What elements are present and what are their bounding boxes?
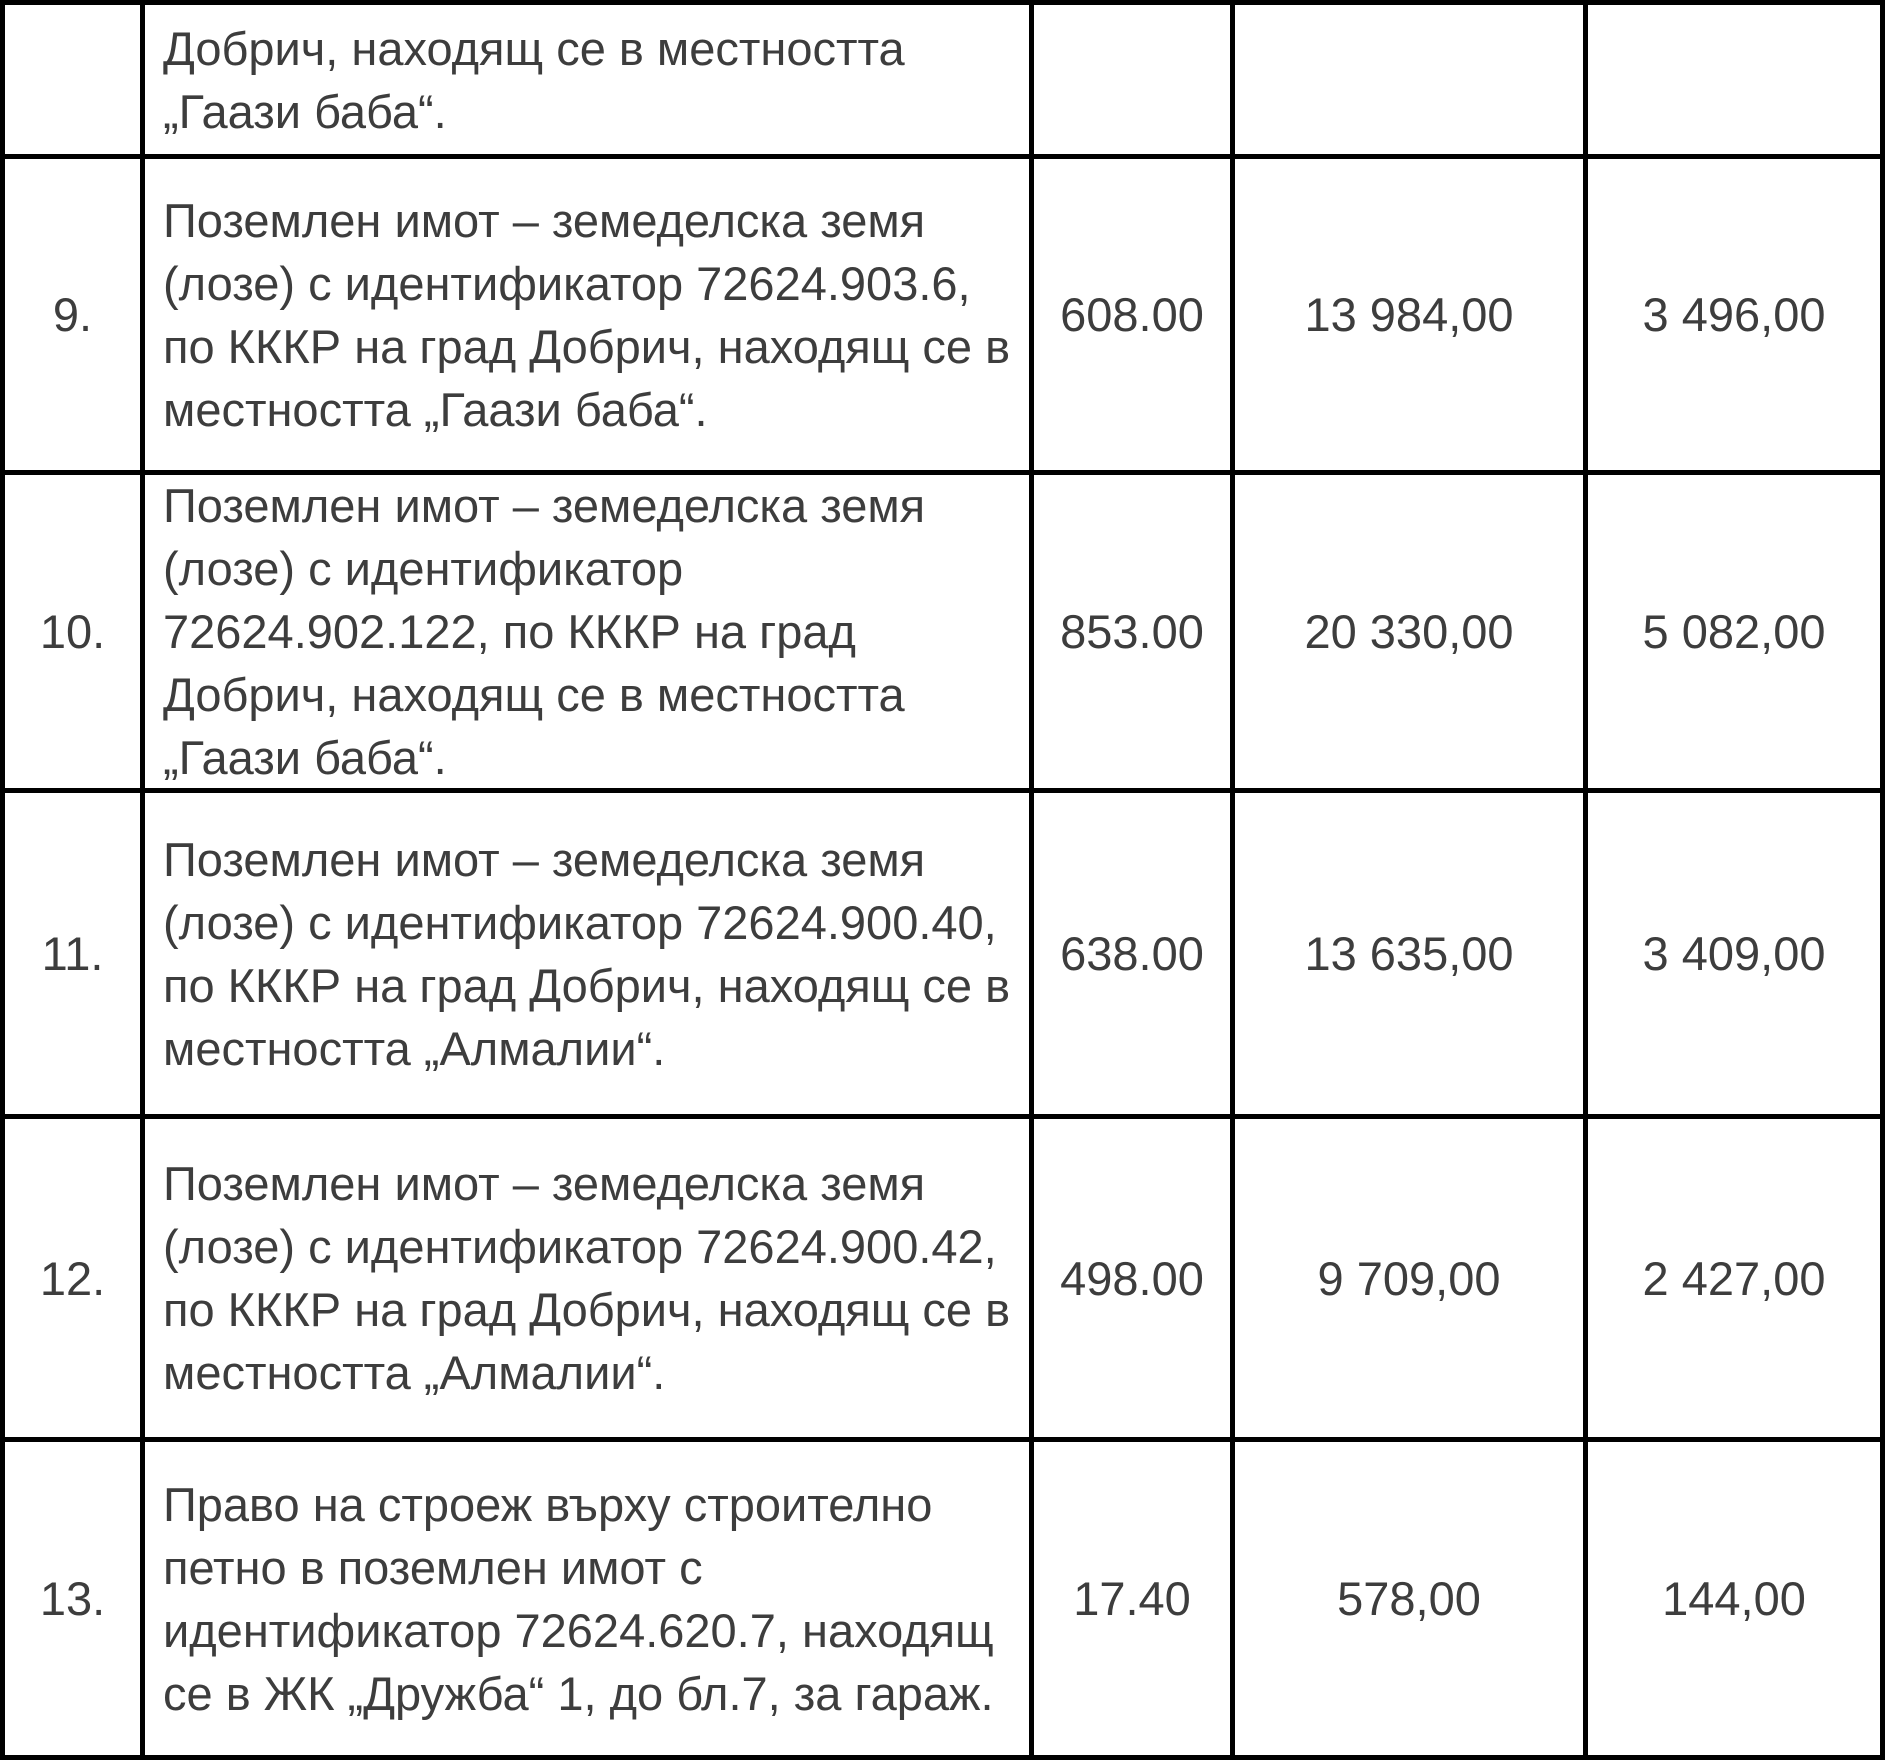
row-number-cell: 10. (5, 475, 145, 793)
description-cell: Добрич, находящ се в местността „Гаази баба“. (145, 5, 1034, 159)
row-number-cell: 11. (5, 793, 145, 1119)
table-row (5, 159, 1880, 475)
value-cell-2: 3 409,00 (1588, 793, 1880, 1119)
value-cell-1: 20 330,00 (1235, 475, 1588, 793)
value-cell-2 (1588, 5, 1880, 159)
area-cell: 498.00 (1034, 1119, 1235, 1442)
value-cell-1: 578,00 (1235, 1442, 1588, 1755)
value-cell-2: 144,00 (1662, 1572, 1806, 1625)
value-cell-2: 3 496,00 (1588, 159, 1880, 475)
area-cell (1034, 5, 1235, 159)
description-cell: Поземлен имот – земеделска земя (лозе) с идентификатор 72624.902.122, по КККР на град Добрич, находящ се в местността „Гаази баба“. (145, 475, 1034, 793)
area-cell: 17.40 (1034, 1442, 1235, 1755)
row-number-cell: 12. (5, 1119, 145, 1442)
value-cell-2: 5 082,00 (1588, 475, 1880, 793)
row-number-cell: 13. (5, 1442, 145, 1755)
table-row (5, 1442, 1880, 1755)
value-cell-1: 9 709,00 (1235, 1119, 1588, 1442)
value-cell-1: 13 635,00 (1235, 793, 1588, 1119)
table-row (5, 5, 1880, 159)
description-cell: Поземлен имот – земеделска земя (лозе) с идентификатор 72624.900.42, по КККР на град Добрич, находящ се в местността „Алмалии“. (145, 1119, 1034, 1442)
value-cell-1: 13 984,00 (1235, 159, 1588, 475)
description-cell: Поземлен имот – земеделска земя (лозе) с идентификатор 72624.900.40, по КККР на град Добрич, находящ се в местността „Алмалии“. (145, 793, 1034, 1119)
row-number-cell (5, 5, 145, 159)
table-row (5, 1119, 1880, 1442)
area-cell: 853.00 (1034, 475, 1235, 793)
row-number-cell: 9. (5, 159, 145, 475)
value-cell-1 (1235, 5, 1588, 159)
table-row (5, 793, 1880, 1119)
value-cell-2: 2 427,00 (1588, 1119, 1880, 1442)
area-cell: 638.00 (1034, 793, 1235, 1119)
area-cell: 608.00 (1034, 159, 1235, 475)
description-cell: Право на строеж върху строително петно в поземлен имот с идентификатор 72624.620.7, находящ се в ЖК „Дружба“ 1, до бл.7, за гараж. (145, 1442, 1034, 1755)
table-row (5, 475, 1880, 793)
description-cell: Поземлен имот – земеделска земя (лозе) с идентификатор 72624.903.6, по КККР на град Добрич, находящ се в местността „Гаази баба“. (145, 159, 1034, 475)
